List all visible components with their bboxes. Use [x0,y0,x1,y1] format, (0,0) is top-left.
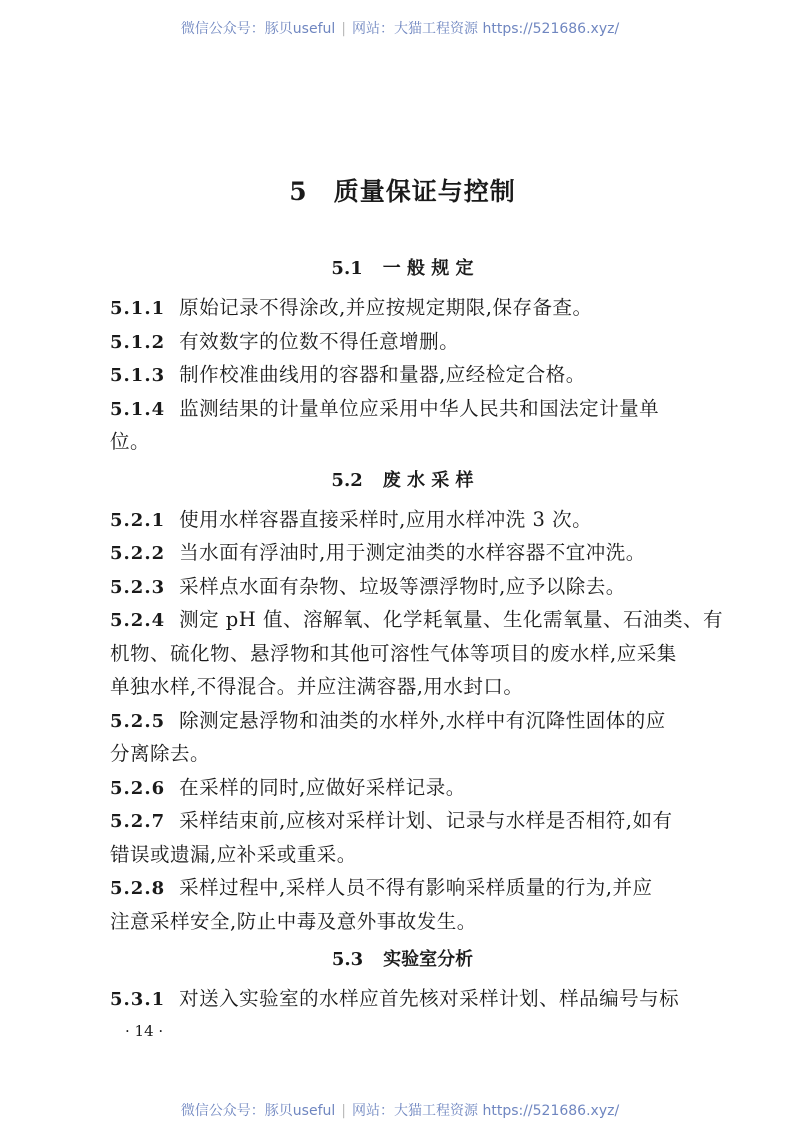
clause-text: 除测定悬浮物和油类的水样外,水样中有沉降性固体的应 [179,708,666,732]
section-number: 5.2 [331,469,363,491]
chapter-number: 5 [289,177,308,206]
clause-text: 测定 pH 值、溶解氧、化学耗氧量、生化需氧量、石油类、有 [179,608,723,631]
clause [110,982,695,1016]
watermark-top [0,18,800,38]
section-heading [110,938,695,982]
clause-number: 5.1.2 [110,331,166,353]
clause-line [110,871,695,905]
clause [110,704,695,771]
clause-text: 在采样的同时,应做好采样记录。 [179,775,466,799]
watermark-separator: | [341,1103,347,1119]
clause-number: 5.2.4 [110,610,166,631]
clause-line [110,737,695,771]
clause [110,392,695,459]
clause-text: 原始记录不得涂改,并应按规定期限,保存备查。 [179,296,593,319]
sections [110,247,723,1016]
clause-line [110,503,695,537]
clause [110,503,695,537]
clause-text: 单独水样,不得混合。并应注满容器,用水封口。 [110,675,524,698]
clause-text: 采样点水面有杂物、垃圾等漂浮物时,应予以除去。 [179,574,626,598]
clause [110,771,695,805]
clause-line [110,637,695,671]
clause-text: 有效数字的位数不得任意增删。 [179,329,460,353]
clause-text: 使用水样容器直接采样时,应用水样冲洗 3 次。 [179,507,593,531]
clause-line [110,670,695,704]
watermark-site: 网站：大猫工程资源 https://521686.xyz/ [352,1103,620,1119]
clause-number: 5.2.5 [110,710,166,732]
clause-line [110,425,695,459]
section-title: 废 水 采 样 [382,469,474,491]
clause-line [110,838,695,872]
clause [110,871,695,938]
section [110,938,695,1016]
watermark-separator: | [341,21,347,37]
clause-number: 5.1.1 [110,298,166,319]
clause-number: 5.2.8 [110,878,166,899]
clause-text: 错误或遗漏,应补采或重采。 [110,842,357,866]
clause-text: 制作校准曲线用的容器和量器,应经检定合格。 [179,363,586,386]
clause-number: 5.2.1 [110,509,166,531]
clause-line [110,291,695,325]
clause-text: 采样结束前,应核对采样计划、记录与水样是否相符,如有 [179,809,673,832]
section-title: 一 般 规 定 [382,258,474,279]
clause-number: 5.2.3 [110,576,166,598]
clause-line [110,392,695,426]
clause-text: 注意采样安全,防止中毒及意外事故发生。 [110,909,477,933]
clause-number: 5.2.6 [110,777,166,799]
section [110,459,723,939]
watermark-wechat: 微信公众号：豚贝useful [180,1103,336,1119]
clause-line [110,570,695,604]
clause-text: 对送入实验室的水样应首先核对采样计划、样品编号与标 [179,987,680,1010]
section-heading [110,459,695,503]
clause-line [110,325,695,359]
watermark-site: 网站：大猫工程资源 https://521686.xyz/ [352,21,620,37]
clause-line [110,771,695,805]
watermark-bottom [0,1100,800,1120]
section-number: 5.3 [331,949,364,970]
clause-text: 监测结果的计量单位应采用中华人民共和国法定计量单 [179,396,660,420]
clause [110,358,695,392]
page-number: · 14 · [125,1022,164,1040]
clause-text: 采样过程中,采样人员不得有影响采样质量的行为,并应 [179,876,653,899]
section-number: 5.1 [331,258,363,279]
clause-text: 当水面有浮油时,用于测定油类的水样容器不宜冲洗。 [179,541,646,564]
section-heading [110,247,695,291]
clause-number: 5.1.3 [110,365,166,386]
clause [110,536,695,570]
clause-number: 5.1.4 [110,398,166,420]
clause-text: 机物、硫化物、悬浮物和其他可溶性气体等项目的废水样,应采集 [110,641,677,665]
clause [110,804,695,871]
clause-line [110,704,695,738]
clause-text: 分离除去。 [110,742,211,765]
clause-number: 5.2.2 [110,543,166,564]
clause-number: 5.3.1 [110,989,166,1010]
clause [110,325,695,359]
section-title: 实验室分析 [383,949,474,970]
clause-line [110,358,695,392]
clause-line [110,982,695,1016]
chapter-title [110,172,695,208]
chapter-title-text: 质量保证与控制 [333,177,516,206]
clause-line [110,804,695,838]
watermark-wechat: 微信公众号：豚贝useful [180,21,336,37]
clause-line [110,536,695,570]
clause-text: 位。 [110,430,151,453]
clause [110,603,723,704]
clause [110,291,695,325]
clause [110,570,695,604]
clause-line [110,603,723,637]
section [110,247,695,459]
clause-number: 5.2.7 [110,811,166,832]
clause-line [110,905,695,939]
